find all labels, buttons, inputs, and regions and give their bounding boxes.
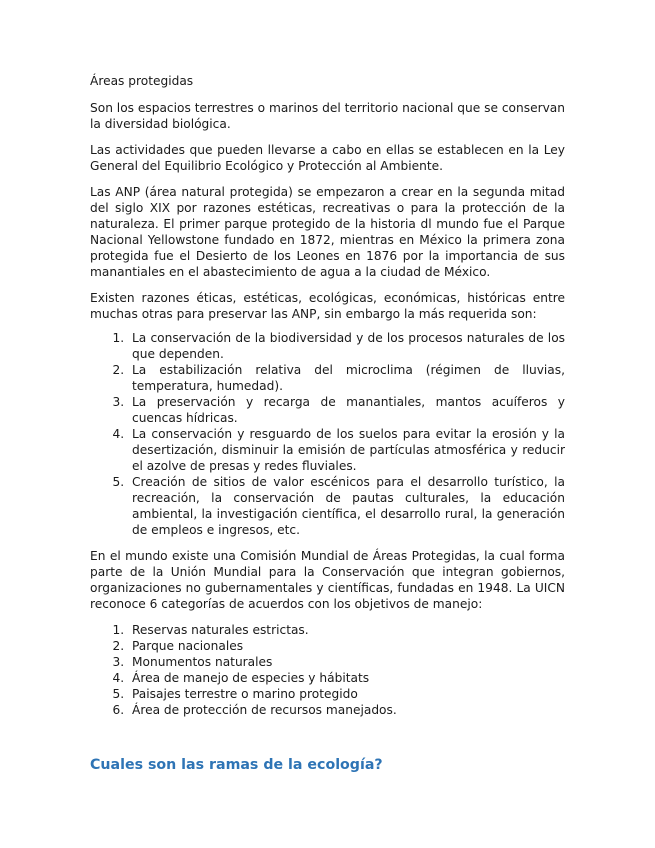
- list-item: 4. La conservación y resguardo de los suelos para evitar la erosión y la desertización, disminuir la emisión de partículas atmosférica y reducir el azolve de presas y redes fluviales.: [128, 426, 565, 474]
- paragraph-uicn: En el mundo existe una Comisión Mundial de Áreas Protegidas, la cual forma parte de la Unión Mundial para la Conservación que integran gobiernos, organizaciones no gubernamentales y científicas, fundadas en 1948. La UICN reconoce 6 categorías de acuerdos con los objetivos de manejo:: [90, 549, 565, 611]
- paragraph-history: Las ANP (área natural protegida) se empezaron a crear en la segunda mitad del siglo XIX por razones estéticas, recreativas o para la protección de la naturaleza. El primer parque protegido de la historia dl mundo fue el Parque Nacional Yellowstone fundado en 1872, mientras en México la primera zona protegida fue el Desierto de los Leones en 1876 por la importancia de sus manantiales en el abastecimiento de agua a la ciudad de México.: [90, 185, 565, 279]
- list-item: 3. La preservación y recarga de manantiales, mantos acuíferos y cuencas hídricas.: [128, 394, 565, 426]
- list-item: 1. Reservas naturales estrictas.: [128, 622, 565, 638]
- reasons-list: [90, 330, 565, 538]
- section-heading: Cuales son las ramas de la ecología?: [90, 757, 383, 773]
- list-item: 4. Área de manejo de especies y hábitats: [128, 670, 565, 686]
- list-item: 5. Paisajes terrestre o marino protegido: [128, 686, 565, 702]
- paragraph-activities: Las actividades que pueden llevarse a cabo en ellas se establecen en la Ley General del Equilibrio Ecológico y Protección al Ambiente.: [90, 143, 565, 173]
- list-item: 2. Parque nacionales: [128, 638, 565, 654]
- list-item: 5. Creación de sitios de valor escénicos para el desarrollo turístico, la recreación, la conservación de pautas culturales, la educación ambiental, la investigación científica, el desarrollo rural, la generación de empleos e ingresos, etc.: [128, 474, 565, 538]
- list-item: 2. La estabilización relativa del microclima (régimen de lluvias, temperatura, humedad).: [128, 362, 565, 394]
- list-item: 6. Área de protección de recursos manejados.: [128, 702, 565, 718]
- paragraph-reasons-intro: Existen razones éticas, estéticas, ecológicas, económicas, históricas entre muchas otras para preservar las ANP, sin embargo la más requerida son:: [90, 291, 565, 321]
- categories-list: [90, 622, 565, 718]
- list-item: 1. La conservación de la biodiversidad y de los procesos naturales de los que dependen.: [128, 330, 565, 362]
- document-title: Áreas protegidas: [90, 74, 194, 88]
- paragraph-definition: Son los espacios terrestres o marinos del territorio nacional que se conservan la diversidad biológica.: [90, 101, 565, 131]
- list-item: 3. Monumentos naturales: [128, 654, 565, 670]
